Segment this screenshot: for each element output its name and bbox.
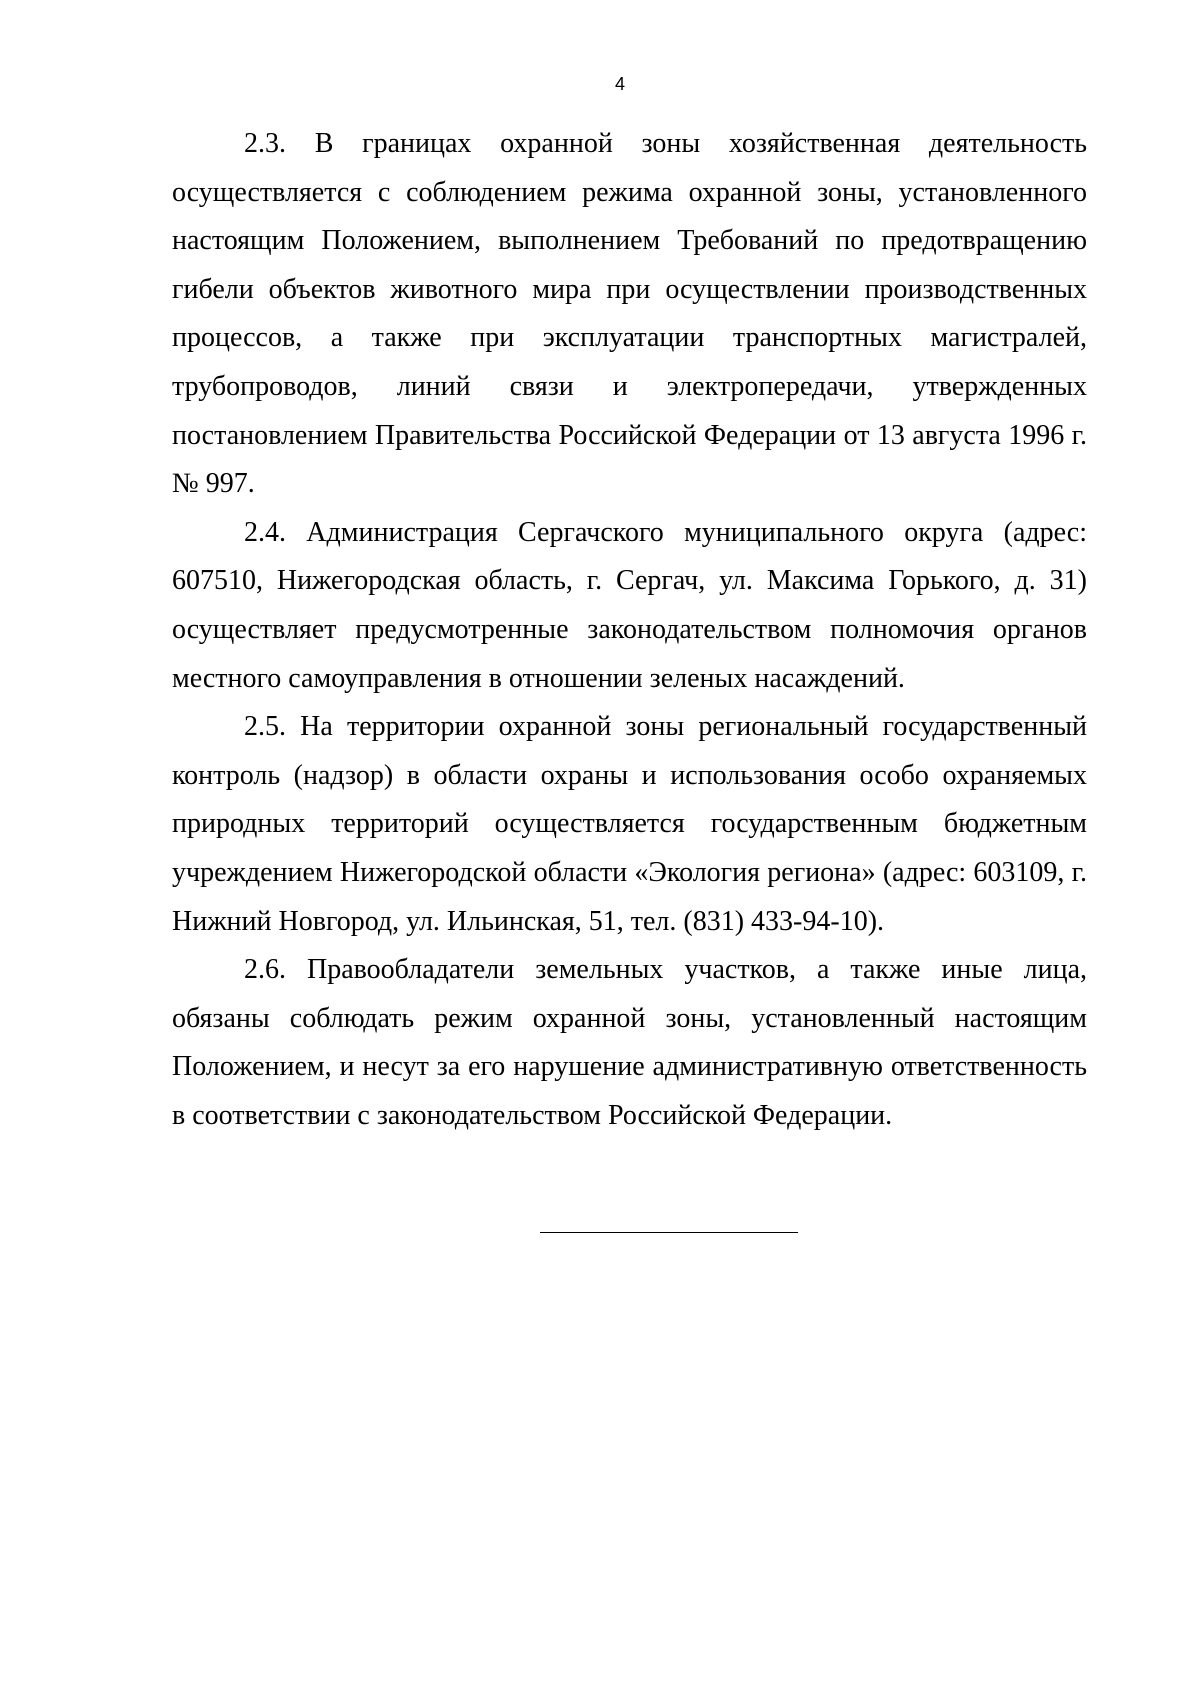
paragraph-2-4: 2.4. Администрация Сергачского муниципального округа (адрес: 607510, Нижегородская область, г. Сергач, ул. Максима Горького, д. 31) осуществляет предусмотренные законодательством полномочия органов местного самоуправления в отношении зеленых насаждений. bbox=[172, 516, 1087, 694]
paragraph-2-3: 2.3. В границах охранной зоны хозяйственная деятельность осуществляется с соблюдением режима охранной зоны, установленного настоящим Положением, выполнением Требований по предотвращению гибели объектов животного мира при осуществлении производственных процессов, а также при эксплуатации транспортных магистралей, трубопроводов, линий связи и электропередачи, утвержденных постановлением Правительства Российской Федерации от 13 августа 1996 г. № 997. bbox=[172, 128, 1087, 500]
document-body bbox=[172, 120, 1087, 1140]
paragraph-2-5: 2.5. На территории охранной зоны региональный государственный контроль (надзор) в области охраны и использования особо охраняемых природных территорий осуществляется государственным бюджетным учреждением Нижегородской области «Экология региона» (адрес: 603109, г. Нижний Новгород, ул. Ильинская, 51, тел. (831) 433-94-10). bbox=[172, 711, 1087, 937]
end-of-document-rule bbox=[540, 1232, 798, 1233]
paragraph-2-6: 2.6. Правообладатели земельных участков, а также иные лица, обязаны соблюдать режим охранной зоны, установленный настоящим Положением, и несут за его нарушение административную ответственность в соответствии с законодательством Российской Федерации. bbox=[172, 954, 1087, 1131]
page-number: 4 bbox=[614, 74, 625, 94]
